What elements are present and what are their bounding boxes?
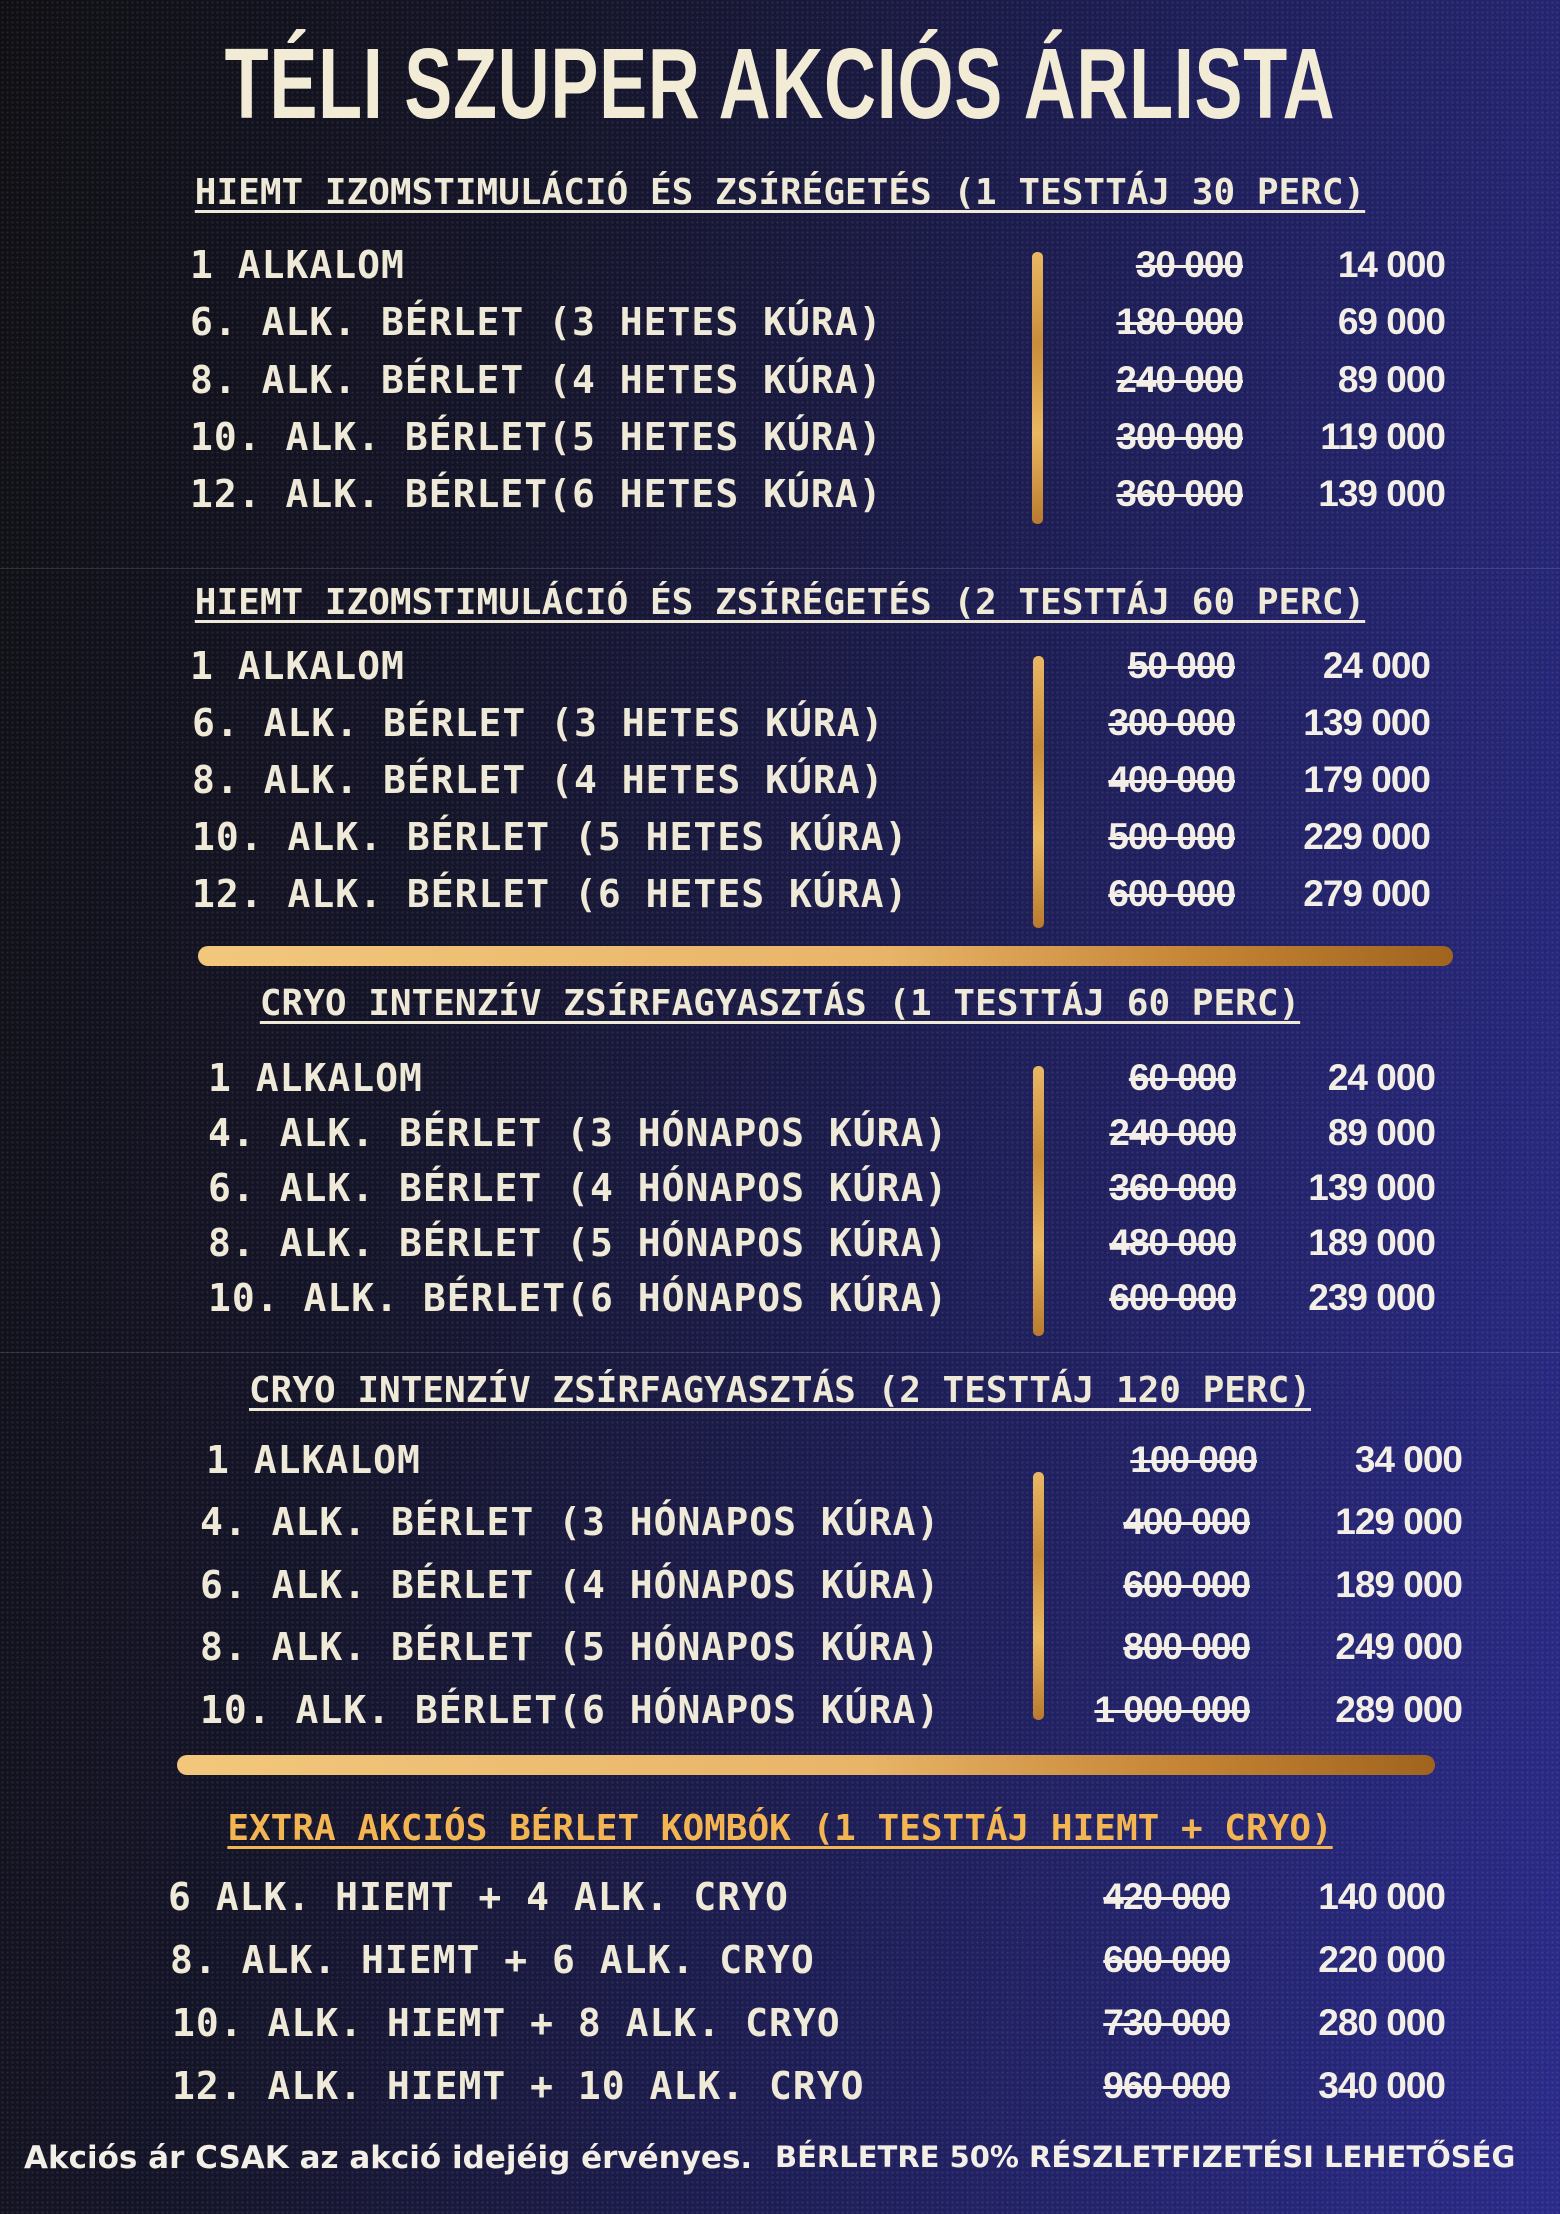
new-price: 24 000 (1327, 1057, 1435, 1098)
row-label: 12. ALK. HIEMT + 10 ALK. CRYO (172, 2064, 865, 2108)
old-price: 50 000 (1127, 645, 1235, 686)
new-price: 249 000 (1335, 1626, 1462, 1667)
row-label: 6. ALK. BÉRLET (3 HETES KÚRA) (190, 300, 883, 344)
footer-installment-note: BÉRLETRE 50% RÉSZLETFIZETÉSI LEHETŐSÉG (775, 2140, 1516, 2174)
old-price: 300 000 (1108, 702, 1235, 743)
old-price: 60 000 (1128, 1057, 1236, 1098)
new-price: 34 000 (1354, 1439, 1462, 1480)
new-price: 179 000 (1303, 759, 1430, 800)
old-price: 300 000 (1116, 416, 1243, 457)
old-price: 180 000 (1116, 301, 1243, 342)
old-price: 30 000 (1135, 244, 1243, 285)
new-price: 340 000 (1318, 2065, 1445, 2106)
row-label: 6 ALK. HIEMT + 4 ALK. CRYO (168, 1875, 789, 1919)
new-price: 139 000 (1303, 702, 1430, 743)
old-price: 240 000 (1116, 359, 1243, 400)
old-price: 500 000 (1108, 816, 1235, 857)
row-label: 8. ALK. BÉRLET (5 HÓNAPOS KÚRA) (208, 1221, 949, 1265)
new-price: 24 000 (1322, 645, 1430, 686)
old-price: 730 000 (1103, 2002, 1230, 2043)
row-label: 8. ALK. BÉRLET (4 HETES KÚRA) (190, 358, 883, 402)
row-label: 1 ALKALOM (208, 1056, 423, 1100)
row-label: 8. ALK. HIEMT + 6 ALK. CRYO (170, 1938, 815, 1982)
new-price: 139 000 (1308, 1167, 1435, 1208)
new-price: 89 000 (1327, 1112, 1435, 1153)
section-4-divider (1033, 1472, 1044, 1720)
row-label: 10. ALK. BÉRLET(6 HÓNAPOS KÚRA) (208, 1276, 949, 1320)
section-1-heading: HIEMT IZOMSTIMULÁCIÓ ÉS ZSÍRÉGETÉS (1 TESTTÁJ 30 PERC) (194, 172, 1366, 213)
row-label: 4. ALK. BÉRLET (3 HÓNAPOS KÚRA) (208, 1111, 949, 1155)
row-label: 6. ALK. BÉRLET (4 HÓNAPOS KÚRA) (208, 1166, 949, 1210)
new-price: 189 000 (1308, 1222, 1435, 1263)
new-price: 129 000 (1335, 1501, 1462, 1542)
new-price: 140 000 (1318, 1876, 1445, 1917)
old-price: 960 000 (1103, 2065, 1230, 2106)
new-price: 279 000 (1303, 873, 1430, 914)
old-price: 360 000 (1116, 473, 1243, 514)
section-3-heading: CRYO INTENZÍV ZSÍRFAGYASZTÁS (1 TESTTÁJ 60 PERC) (259, 983, 1301, 1024)
section-4-heading: CRYO INTENZÍV ZSÍRFAGYASZTÁS (2 TESTTÁJ 120 PERC) (248, 1370, 1312, 1411)
section-separator (0, 1352, 1560, 1353)
old-price: 800 000 (1123, 1626, 1250, 1667)
row-label: 10. ALK. BÉRLET(5 HETES KÚRA) (190, 415, 883, 459)
row-label: 8. ALK. BÉRLET (5 HÓNAPOS KÚRA) (200, 1625, 941, 1669)
row-label: 1 ALKALOM (190, 243, 405, 287)
footer-validity-note: Akciós ár CSAK az akció idejéig érvényes. (24, 2140, 753, 2176)
old-price: 600 000 (1103, 1939, 1230, 1980)
old-price: 600 000 (1108, 873, 1235, 914)
row-label: 1 ALKALOM (190, 644, 405, 688)
old-price: 400 000 (1108, 759, 1235, 800)
new-price: 280 000 (1318, 2002, 1445, 2043)
old-price: 480 000 (1109, 1222, 1236, 1263)
new-price: 229 000 (1303, 816, 1430, 857)
new-price: 220 000 (1318, 1939, 1445, 1980)
row-label: 10. ALK. BÉRLET(6 HÓNAPOS KÚRA) (200, 1688, 941, 1732)
row-label: 6. ALK. BÉRLET (4 HÓNAPOS KÚRA) (200, 1563, 941, 1607)
old-price: 420 000 (1103, 1876, 1230, 1917)
section-1-divider (1032, 252, 1043, 524)
row-label: 1 ALKALOM (206, 1438, 421, 1482)
new-price: 239 000 (1308, 1277, 1435, 1318)
old-price: 100 000 (1130, 1439, 1257, 1480)
old-price: 240 000 (1109, 1112, 1236, 1153)
new-price: 119 000 (1320, 416, 1445, 457)
new-price: 189 000 (1335, 1564, 1462, 1605)
new-price: 69 000 (1337, 301, 1445, 342)
row-label: 8. ALK. BÉRLET (4 HETES KÚRA) (192, 758, 885, 802)
new-price: 289 000 (1335, 1689, 1462, 1730)
row-label: 12. ALK. BÉRLET(6 HETES KÚRA) (190, 472, 883, 516)
old-price: 360 000 (1109, 1167, 1236, 1208)
section-2-heading: HIEMT IZOMSTIMULÁCIÓ ÉS ZSÍRÉGETÉS (2 TESTTÁJ 60 PERC) (194, 582, 1366, 623)
old-price: 1 000 000 (1094, 1689, 1250, 1730)
gold-brush-divider (177, 1755, 1435, 1775)
old-price: 600 000 (1123, 1564, 1250, 1605)
section-5-heading: EXTRA AKCIÓS BÉRLET KOMBÓK (1 TESTTÁJ HIEMT + CRYO) (227, 1808, 1333, 1849)
section-separator (0, 568, 1560, 569)
old-price: 400 000 (1123, 1501, 1250, 1542)
page-title: TÉLI SZUPER AKCIÓS ÁRLISTA (224, 28, 1336, 140)
gold-brush-divider (198, 946, 1453, 966)
old-price: 600 000 (1109, 1277, 1236, 1318)
row-label: 4. ALK. BÉRLET (3 HÓNAPOS KÚRA) (200, 1500, 941, 1544)
new-price: 139 000 (1318, 473, 1445, 514)
row-label: 10. ALK. BÉRLET (5 HETES KÚRA) (192, 815, 909, 859)
row-label: 12. ALK. BÉRLET (6 HETES KÚRA) (192, 872, 909, 916)
row-label: 6. ALK. BÉRLET (3 HETES KÚRA) (192, 701, 885, 745)
new-price: 89 000 (1337, 359, 1445, 400)
row-label: 10. ALK. HIEMT + 8 ALK. CRYO (172, 2001, 841, 2045)
new-price: 14 000 (1337, 244, 1445, 285)
